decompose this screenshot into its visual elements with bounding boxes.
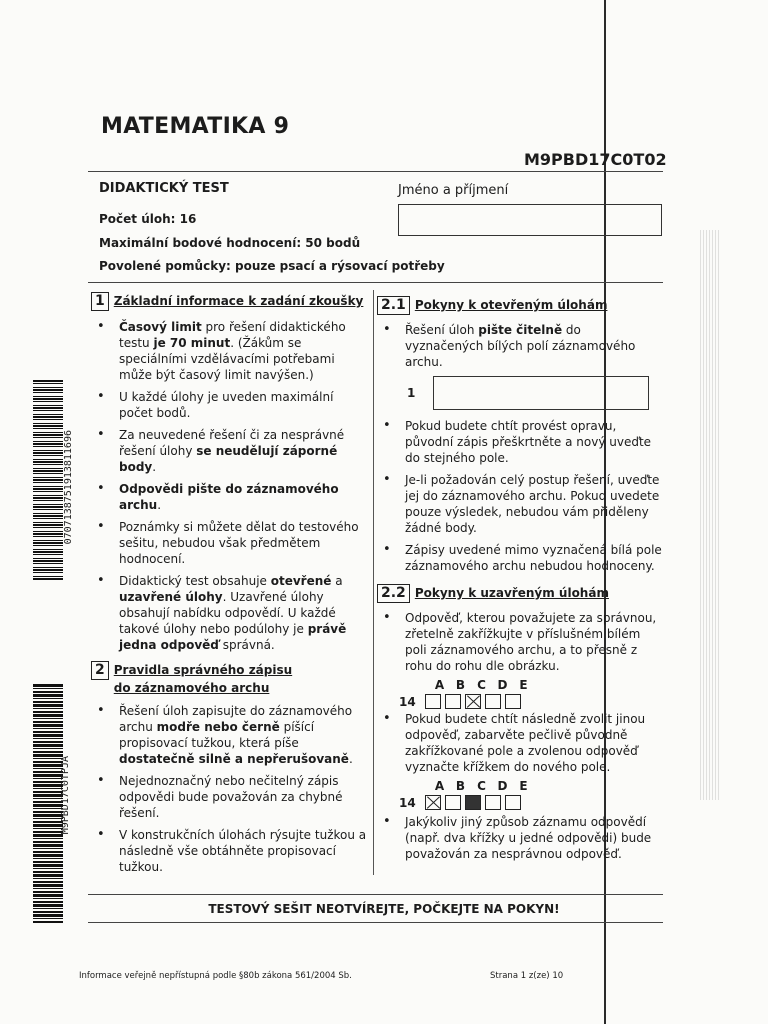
question-number: 14 [399, 694, 416, 709]
page-number: Strana 1 z(ze) 10 [490, 971, 564, 981]
section-21-list-cont [377, 418, 663, 574]
legal-note: Informace veřejně nepřístupná podle §80b zákona 561/2004 Sb. [79, 971, 352, 981]
section-title-line1: Pravidla správného zápisu [113, 663, 293, 677]
option-box [445, 795, 461, 810]
option-box [505, 694, 521, 709]
column-divider [373, 290, 374, 875]
footer-notice: TESTOVÝ SEŠIT NEOTVÍREJTE, POČKEJTE NA POKYN! [208, 902, 560, 916]
list-item: • Odpovědi pište do záznamového archu. [91, 481, 369, 513]
section-22-list-cont [377, 711, 663, 775]
list-item: • Jakýkoliv jiný způsob záznamu odpovědí (např. dva křížky u jedné odpovědi) bude považován za nesprávnou odpověď. [377, 814, 663, 862]
option-box [485, 795, 501, 810]
list-item: • V konstrukčních úlohách rýsujte tužkou a následně vše obtáhněte propisovací tužkou. [91, 827, 369, 875]
list-item: • Řešení úloh zapisujte do záznamového archu modře nebo černě píšící propisovací tužkou, která píše dostatečně silně a nepřerušovaně. [91, 703, 369, 767]
section-21-list [377, 322, 663, 370]
barcode-1-text: 0707138751913811696 [63, 430, 74, 545]
list-item: • U každé úlohy je uveden maximální počet bodů. [91, 389, 369, 421]
option-letters: A B C D E [434, 779, 528, 793]
list-item: • Pokud budete chtít provést opravu, původní zápis přeškrtněte a nový uveďte do stejného pole. [377, 418, 663, 466]
section-number: 2 [91, 661, 109, 680]
option-box-crossed [425, 795, 441, 810]
list-item: • Odpověď, kterou považujete za správnou, zřetelně zakřížkujte v příslušném bílém poli záznamového archu, a to přesně z rohu do rohu dle obrázku. [377, 610, 663, 674]
options-example-2 [399, 779, 663, 810]
max-points: Maximální bodové hodnocení: 50 bodů [99, 236, 361, 250]
name-label: Jméno a příjmení [398, 183, 509, 198]
option-boxes [425, 694, 521, 709]
section-2-heading [91, 661, 369, 697]
option-box [425, 694, 441, 709]
section-title: Základní informace k zadání zkoušky [113, 294, 364, 308]
barcode-2-text: M9PBD17C0TPJA [60, 756, 71, 835]
section-22-list-end [377, 814, 663, 862]
option-boxes [425, 795, 521, 810]
section-22-list [377, 610, 663, 674]
section-1-heading [91, 292, 369, 311]
left-column [91, 292, 369, 881]
list-item: • Za neuvedené řešení či za nesprávné řešení úlohy se neudělují záporné body. [91, 427, 369, 475]
question-number: 14 [399, 795, 416, 810]
option-box [505, 795, 521, 810]
info-divider [88, 282, 663, 283]
list-item: • Řešení úloh pište čitelně do vyznačených bílých polí záznamového archu. [377, 322, 663, 370]
name-field[interactable] [398, 204, 662, 236]
section-21-heading [377, 296, 663, 315]
right-column [377, 296, 663, 868]
option-box [445, 694, 461, 709]
answer-field [433, 376, 649, 410]
section-number: 2.1 [377, 296, 410, 315]
allowed-tools: Povolené pomůcky: pouze psací a rýsovací potřeby [99, 259, 445, 273]
list-item: • Je-li požadován celý postup řešení, uveďte jej do záznamového archu. Pokud uvedete pouze výsledek, nebudou vám přiděleny žádné body. [377, 472, 663, 536]
test-code: M9PBD17C0T02 [524, 150, 667, 169]
list-item: • Nejednoznačný nebo nečitelný zápis odpovědi bude považován za chybné řešení. [91, 773, 369, 821]
option-box-filled [465, 795, 481, 810]
section-1-list [91, 319, 369, 653]
list-item: • Didaktický test obsahuje otevřené a uzavřené úlohy. Uzavřené úlohy obsahují nabídku odpovědí. U každé takové úlohy nebo podúlohy je právě jedna odpověď správná. [91, 573, 369, 653]
answer-example [407, 376, 663, 410]
list-item: • Zápisy uvedené mimo vyznačená bílá pole záznamového archu nebudou hodnoceny. [377, 542, 663, 574]
barcode-2 [33, 684, 63, 924]
page-title: MATEMATIKA 9 [101, 114, 290, 139]
options-example-1 [399, 678, 663, 709]
section-2-list [91, 703, 369, 875]
answer-number: 1 [407, 386, 416, 400]
option-letters: A B C D E [434, 678, 528, 692]
margin-fine-print [700, 230, 720, 800]
section-number: 1 [91, 292, 109, 311]
test-type: DIDAKTICKÝ TEST [99, 181, 229, 196]
barcode-1 [33, 380, 63, 580]
section-number: 2.2 [377, 584, 410, 603]
section-title: Pokyny k otevřeným úlohám [414, 298, 608, 312]
header-divider [88, 171, 663, 172]
section-title-line2: do záznamového archu [113, 681, 270, 695]
option-box [485, 694, 501, 709]
task-count: Počet úloh: 16 [99, 212, 197, 226]
section-22-heading [377, 584, 663, 603]
footer-divider [88, 894, 663, 895]
list-item: • Pokud budete chtít následně zvolit jinou odpověď, zabarvěte pečlivě původně zakřížkované pole a zvolenou odpověď vyznačte křížkem do nového pole. [377, 711, 663, 775]
footer-divider-bottom [88, 922, 663, 923]
option-box-crossed [465, 694, 481, 709]
list-item: • Poznámky si můžete dělat do testového sešitu, nebudou však předmětem hodnocení. [91, 519, 369, 567]
list-item: • Časový limit pro řešení didaktického testu je 70 minut. (Žákům se speciálními vzdělávacími potřebami může být časový limit navýšen.) [91, 319, 369, 383]
section-title: Pokyny k uzavřeným úlohám [414, 586, 609, 600]
